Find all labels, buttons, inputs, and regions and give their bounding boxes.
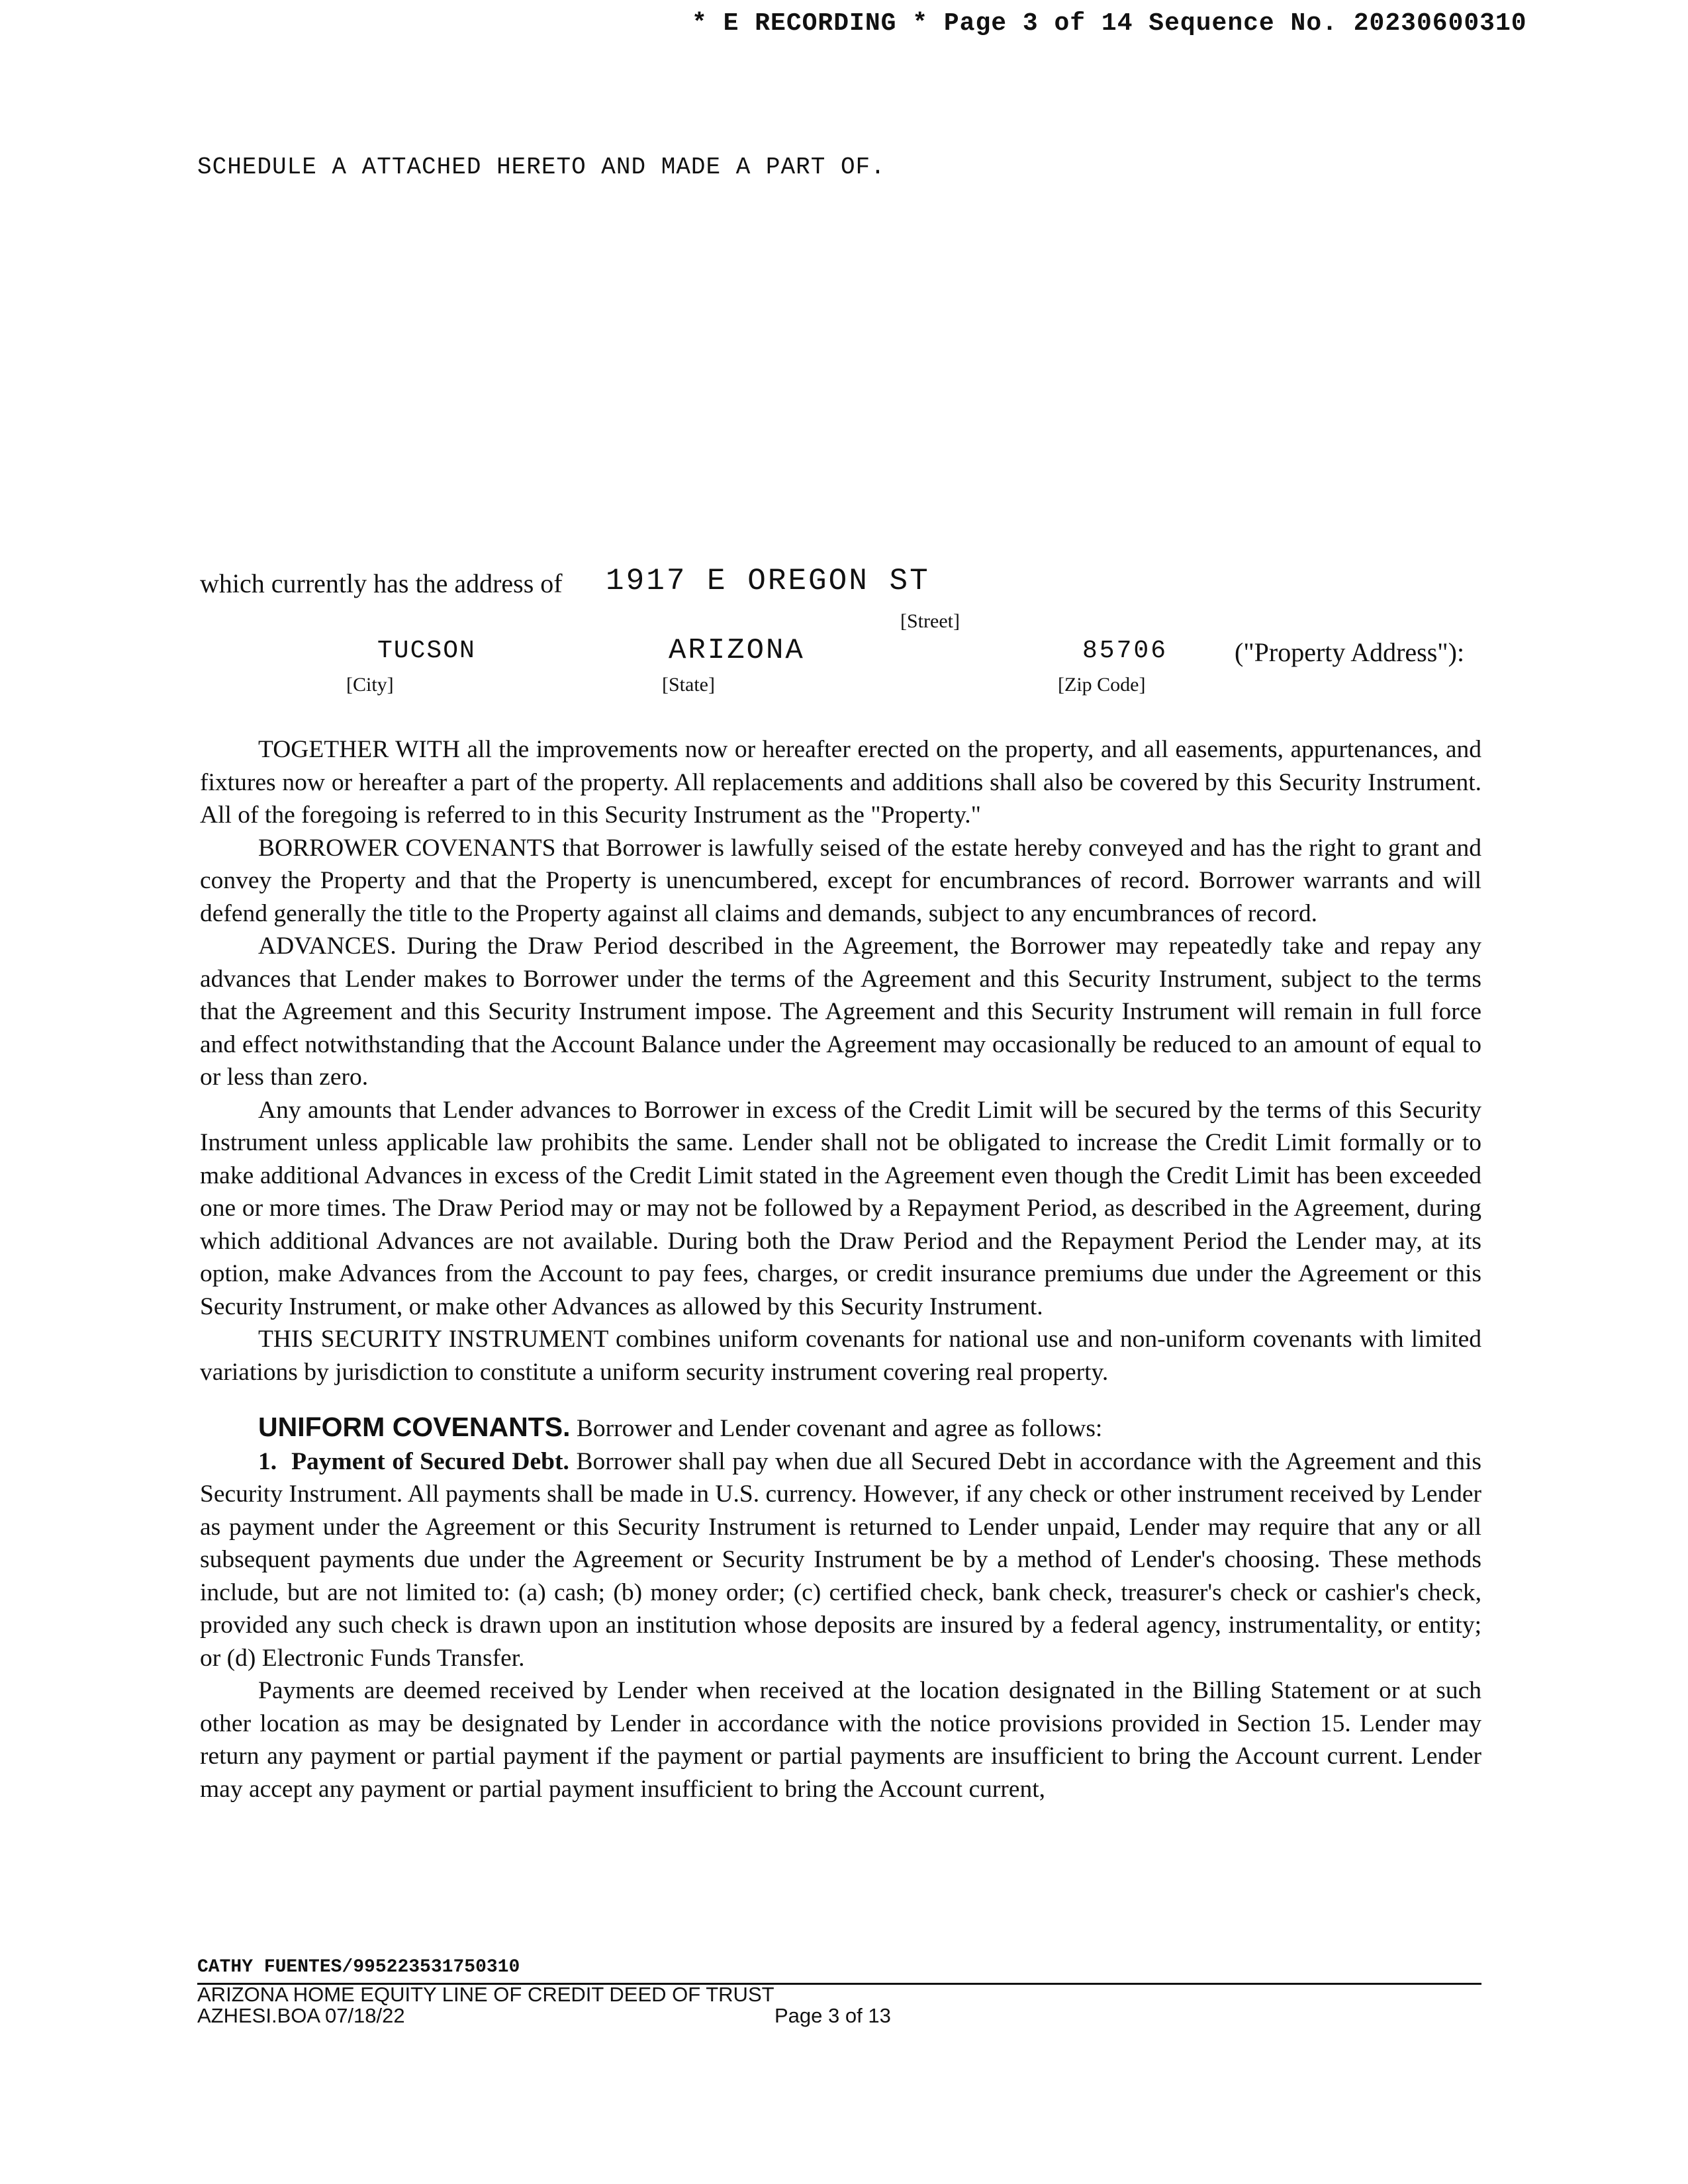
- footer-page-number: Page 3 of 13: [774, 2004, 891, 2027]
- excess-advances-paragraph: Any amounts that Lender advances to Borrower in excess of the Credit Limit will be secured by the terms of this Security Instrument unless applicable law prohibits the same. Lender shall not be obligated to increase the Credit Limit formally or to make additional Advances in excess of the Credit Limit stated in the Agreement even though the Credit Limit has been exceeded one or more times. The Draw Period may or may not be followed by a Repayment Period, as described in the Agreement, during which additional Advances are not available. During both the Draw Period and the Repayment Period the Lender may, at its option, make Advances from the Account to pay fees, charges, or credit insurance premiums due under the Agreement or this Security Instrument, or make other Advances as allowed by this Security Instrument.: [200, 1096, 1481, 1320]
- schedule-line: SCHEDULE A ATTACHED HERETO AND MADE A PART OF.: [197, 154, 886, 181]
- advances-paragraph: ADVANCES. During the Draw Period described in the Agreement, the Borrower may repeatedly take and repay any advances that Lender makes to Borrower under the terms of the Agreement and this Security Instrument, subject to the terms that the Agreement and this Security Instrument impose. The Agreement and this Security Instrument will remain in full force and effect notwithstanding that the Account Balance under the Agreement may occasionally be reduced to an amount of equal to or less than zero.: [200, 933, 1481, 1091]
- uniform-covenants-heading: [200, 1411, 1481, 1445]
- uniform-covenants-intro: Borrower and Lender covenant and agree as follows:: [576, 1415, 1103, 1442]
- security-instrument-paragraph: THIS SECURITY INSTRUMENT combines uniform covenants for national use and non-uniform covenants with limited variations by jurisdiction to constitute a uniform security instrument covering real property.: [200, 1326, 1481, 1386]
- recording-header: * E RECORDING * Page 3 of 14 Sequence No. 20230600310: [692, 9, 1527, 38]
- footer-form-code: AZHESI.BOA 07/18/22: [197, 2004, 405, 2027]
- section-1-title: Payment of Secured Debt.: [291, 1447, 569, 1475]
- state-caption: [State]: [662, 674, 715, 696]
- address-intro: which currently has the address of: [200, 569, 563, 598]
- city-value: TUCSON: [377, 637, 476, 665]
- together-with-paragraph: TOGETHER WITH all the improvements now or hereafter erected on the property, and all easements, appurtenances, and fixtures now or hereafter a part of the property. All replacements and additions shall also be covered by this Security Instrument. All of the foregoing is referred to in this Security Instrument as the "Property.": [200, 736, 1481, 829]
- document-body: [200, 733, 1481, 1805]
- state-value: ARIZONA: [669, 634, 805, 667]
- zip-value: 85706: [1082, 637, 1168, 665]
- section-1-text: Borrower shall pay when due all Secured Debt in accordance with the Agreement and this Security Instrument. All payments shall be made in U.S. currency. However, if any check or other instrument received by Lender as payment under the Agreement or this Security Instrument is returned to Lender unpaid, Lender may require that any or all subsequent payments due under the Agreement or Security Instrument be by a method of Lender's choosing. These methods include, but are not limited to: (a) cash; (b) money order; (c) certified check, bank check, treasurer's check or cashier's check, provided any such check is drawn upon an institution whose deposits are insured by a federal agency, instrumentality, or entity; or (d) Electronic Funds Transfer.: [200, 1447, 1481, 1672]
- city-caption: [City]: [346, 674, 394, 696]
- section-1-number: 1.: [258, 1447, 277, 1475]
- zip-caption: [Zip Code]: [1058, 674, 1146, 696]
- footer-borrower-name: CATHY FUENTES/995223531750310: [197, 1957, 520, 1978]
- property-address-label: ("Property Address"):: [1235, 637, 1465, 667]
- section-1-paragraph: [200, 1445, 1481, 1675]
- uniform-covenants-title: UNIFORM COVENANTS.: [258, 1412, 571, 1442]
- borrower-covenants-paragraph: BORROWER COVENANTS that Borrower is lawfully seised of the estate hereby conveyed and has the right to grant and convey the Property and that the Property is unencumbered, except for encumbrances of record. Borrower warrants and will defend generally the title to the Property against all claims and demands, subject to any encumbrances of record.: [200, 834, 1481, 927]
- street-value: 1917 E OREGON ST: [606, 564, 930, 598]
- payments-received-paragraph: Payments are deemed received by Lender when received at the location designated in the Billing Statement or at such other location as may be designated by Lender in accordance with the notice provisions provided in Section 15. Lender may return any payment or partial payment if the payment or partial payments are insufficient to bring the Account current. Lender may accept any payment or partial payment insufficient to bring the Account current,: [200, 1677, 1481, 1803]
- street-caption: [Street]: [900, 610, 960, 632]
- footer-form-title: ARIZONA HOME EQUITY LINE OF CREDIT DEED OF TRUST: [197, 1983, 774, 2006]
